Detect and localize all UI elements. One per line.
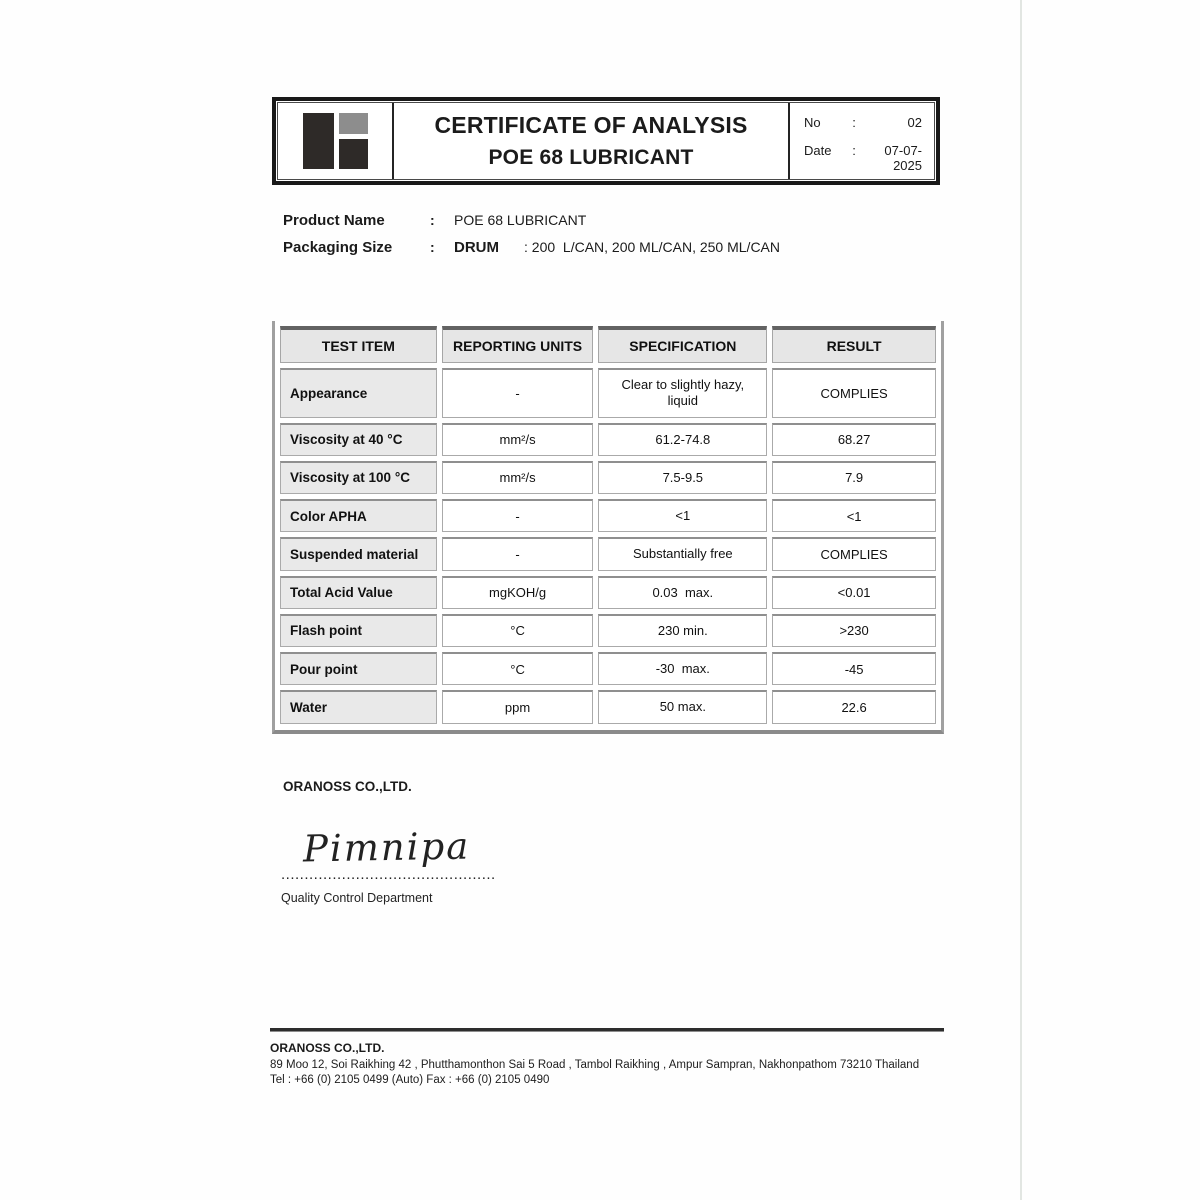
cell-test-item: Water: [280, 690, 437, 723]
cell-specification: 50 max.: [598, 690, 767, 723]
table-row: [280, 537, 936, 570]
column-header: TEST ITEM: [280, 326, 437, 363]
cell-specification: Substantially free: [598, 537, 767, 570]
logo-bar-dark: [303, 113, 334, 169]
cell-result: 7.9: [772, 461, 936, 494]
table-row: [280, 499, 936, 532]
cell-result: COMPLIES: [772, 368, 936, 418]
cell-result: COMPLIES: [772, 537, 936, 570]
column-header: REPORTING UNITS: [442, 326, 594, 363]
table-body: [280, 368, 936, 724]
cell-reporting-units: -: [442, 499, 594, 532]
cell-test-item: Color APHA: [280, 499, 437, 532]
cell-test-item: Viscosity at 100 °C: [280, 461, 437, 494]
cell-specification: 61.2-74.8: [598, 423, 767, 456]
footer-address: 89 Moo 12, Soi Raikhing 42 , Phutthamonthon Sai 5 Road , Tambol Raikhing , Ampur Sampran, Nakhonpathom 73210 Thailand: [270, 1059, 920, 1071]
product-name-row: [283, 212, 780, 239]
table-row: [280, 423, 936, 456]
product-title: POE 68 LUBRICANT: [488, 146, 694, 169]
analysis-table: [275, 321, 941, 729]
header-box: [272, 97, 940, 185]
no-row: [804, 115, 922, 130]
product-info-block: [283, 212, 780, 266]
cell-specification: Clear to slightly hazy, liquid: [598, 368, 767, 418]
cell-test-item: Appearance: [280, 368, 437, 418]
cell-result: -45: [772, 652, 936, 685]
footer-contact: Tel : +66 (0) 2105 0499 (Auto) Fax : +66 (0) 2105 0490: [270, 1074, 550, 1086]
packaging-size-primary: DRUM: [454, 239, 499, 256]
cell-reporting-units: -: [442, 537, 594, 570]
footer-block: [270, 1028, 944, 1088]
table-row: [280, 652, 936, 685]
header-inner: [277, 102, 935, 180]
cell-specification: 0.03 max.: [598, 576, 767, 609]
signature-department: Quality Control Department: [281, 891, 433, 905]
company-logo-icon: [303, 113, 368, 169]
cell-reporting-units: °C: [442, 614, 594, 647]
cell-result: <0.01: [772, 576, 936, 609]
table-row: [280, 461, 936, 494]
date-row: [804, 143, 922, 173]
cell-specification: 7.5-9.5: [598, 461, 767, 494]
footer-double-rule: [270, 1028, 944, 1032]
packaging-size-colon: :: [430, 239, 435, 255]
cell-test-item: Pour point: [280, 652, 437, 685]
cell-reporting-units: mm²/s: [442, 423, 594, 456]
table-header-row: [280, 326, 936, 363]
cell-specification: 230 min.: [598, 614, 767, 647]
cell-reporting-units: -: [442, 368, 594, 418]
cell-reporting-units: ppm: [442, 690, 594, 723]
product-name-label: Product Name: [283, 212, 385, 229]
no-value: 02: [907, 115, 922, 130]
cell-test-item: Suspended material: [280, 537, 437, 570]
product-name-colon: :: [430, 212, 435, 228]
analysis-table-frame: [272, 321, 944, 734]
logo-square-gray: [339, 113, 368, 134]
paper-edge-line: [1020, 0, 1022, 1200]
date-colon: :: [852, 143, 856, 158]
packaging-size-label: Packaging Size: [283, 239, 393, 256]
packaging-size-row: [283, 239, 780, 266]
no-date-section: [788, 103, 934, 179]
cell-specification: -30 max.: [598, 652, 767, 685]
table-row: [280, 614, 936, 647]
no-label: No: [804, 115, 821, 130]
date-label: Date: [804, 143, 832, 158]
column-header: RESULT: [772, 326, 936, 363]
logo-squares: [339, 113, 368, 169]
signature-dotted-line: ..............................................: [281, 866, 496, 883]
cell-reporting-units: mgKOH/g: [442, 576, 594, 609]
table-row: [280, 690, 936, 723]
signature-company-name: ORANOSS CO.,LTD.: [283, 779, 412, 794]
cell-test-item: Viscosity at 40 °C: [280, 423, 437, 456]
cell-result: <1: [772, 499, 936, 532]
cell-test-item: Total Acid Value: [280, 576, 437, 609]
cell-result: >230: [772, 614, 936, 647]
cell-result: 68.27: [772, 423, 936, 456]
cell-specification: <1: [598, 499, 767, 532]
product-name-value: POE 68 LUBRICANT: [454, 212, 587, 228]
table-row: [280, 368, 936, 418]
cell-test-item: Flash point: [280, 614, 437, 647]
title-section: [394, 103, 788, 179]
footer-company-name: ORANOSS CO.,LTD.: [270, 1041, 385, 1055]
logo-square-dark: [339, 139, 368, 169]
cell-result: 22.6: [772, 690, 936, 723]
column-header: SPECIFICATION: [598, 326, 767, 363]
cell-reporting-units: °C: [442, 652, 594, 685]
signature-handwriting: Pimnipa: [302, 824, 471, 871]
certificate-title: CERTIFICATE OF ANALYSIS: [434, 112, 748, 138]
no-colon: :: [852, 115, 856, 130]
packaging-size-secondary: : 200 L/CAN, 200 ML/CAN, 250 ML/CAN: [524, 239, 780, 255]
logo-section: [278, 103, 394, 179]
table-row: [280, 576, 936, 609]
cell-reporting-units: mm²/s: [442, 461, 594, 494]
date-value: 07-07-2025: [884, 143, 922, 173]
